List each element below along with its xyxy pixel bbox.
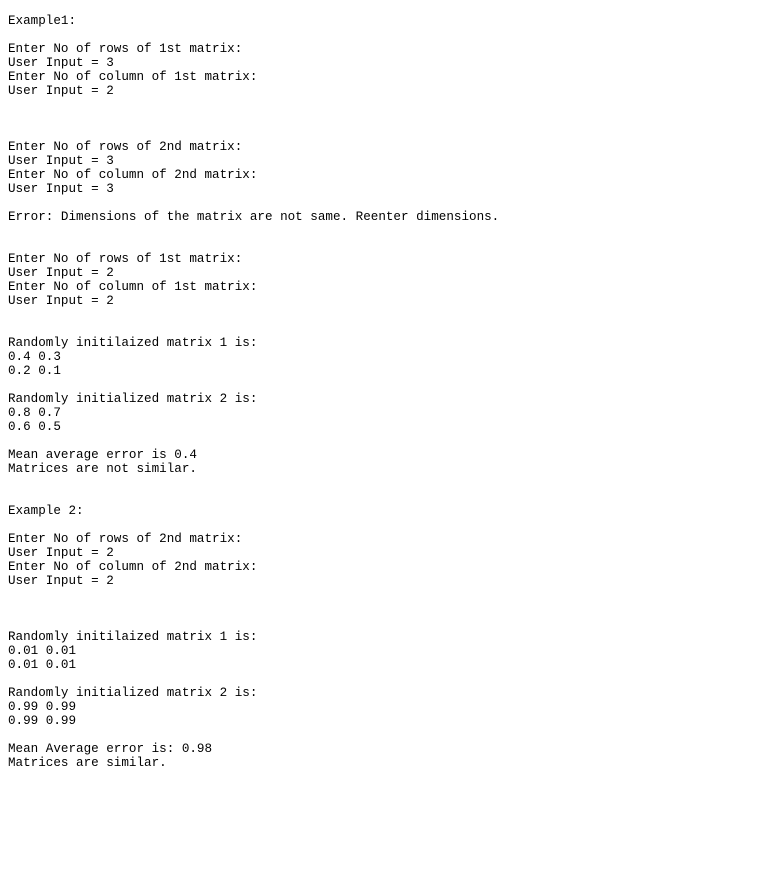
output-line: Example 2:: [8, 504, 84, 518]
output-line: Example1:: [8, 14, 77, 28]
output-line: Error: Dimensions of the matrix are not same. Reenter dimensions.: [8, 210, 500, 224]
blank-line: [8, 378, 499, 392]
console-output: [8, 14, 499, 770]
output-line: Randomly initilaized matrix 1 is:: [8, 630, 258, 644]
output-line: 0.01 0.01: [8, 658, 77, 672]
blank-line: [8, 238, 499, 252]
output-line: Randomly initialized matrix 2 is:: [8, 686, 258, 700]
blank-line: [8, 518, 499, 532]
output-line: Enter No of rows of 2nd matrix:: [8, 532, 243, 546]
output-line: Enter No of column of 1st matrix:: [8, 70, 258, 84]
output-line: 0.01 0.01: [8, 644, 77, 658]
blank-line: [8, 476, 499, 490]
blank-line: [8, 98, 499, 112]
output-line: Mean average error is 0.4: [8, 448, 197, 462]
output-line: User Input = 2: [8, 266, 114, 280]
output-line: User Input = 2: [8, 294, 114, 308]
blank-line: [8, 28, 499, 42]
output-line: Enter No of column of 2nd matrix:: [8, 560, 258, 574]
output-line: Enter No of column of 1st matrix:: [8, 280, 258, 294]
output-line: User Input = 3: [8, 56, 114, 70]
blank-line: [8, 490, 499, 504]
blank-line: [8, 728, 499, 742]
blank-line: [8, 224, 499, 238]
blank-line: [8, 588, 499, 602]
blank-line: [8, 126, 499, 140]
blank-line: [8, 672, 499, 686]
output-line: 0.4 0.3: [8, 350, 61, 364]
output-line: User Input = 3: [8, 182, 114, 196]
output-line: User Input = 2: [8, 546, 114, 560]
output-line: Enter No of rows of 1st matrix:: [8, 252, 243, 266]
output-line: Matrices are similar.: [8, 756, 167, 770]
blank-line: [8, 112, 499, 126]
output-line: Enter No of rows of 2nd matrix:: [8, 140, 243, 154]
blank-line: [8, 308, 499, 322]
blank-line: [8, 616, 499, 630]
output-line: Randomly initialized matrix 2 is:: [8, 392, 258, 406]
output-line: Enter No of rows of 1st matrix:: [8, 42, 243, 56]
output-line: User Input = 2: [8, 84, 114, 98]
blank-line: [8, 196, 499, 210]
output-line: 0.6 0.5: [8, 420, 61, 434]
output-line: User Input = 3: [8, 154, 114, 168]
blank-line: [8, 602, 499, 616]
output-line: Matrices are not similar.: [8, 462, 197, 476]
blank-line: [8, 434, 499, 448]
output-line: Mean Average error is: 0.98: [8, 742, 213, 756]
output-line: Enter No of column of 2nd matrix:: [8, 168, 258, 182]
output-line: 0.2 0.1: [8, 364, 61, 378]
output-line: User Input = 2: [8, 574, 114, 588]
output-line: 0.99 0.99: [8, 714, 77, 728]
output-line: 0.99 0.99: [8, 700, 77, 714]
output-line: Randomly initilaized matrix 1 is:: [8, 336, 258, 350]
output-line: 0.8 0.7: [8, 406, 61, 420]
blank-line: [8, 322, 499, 336]
